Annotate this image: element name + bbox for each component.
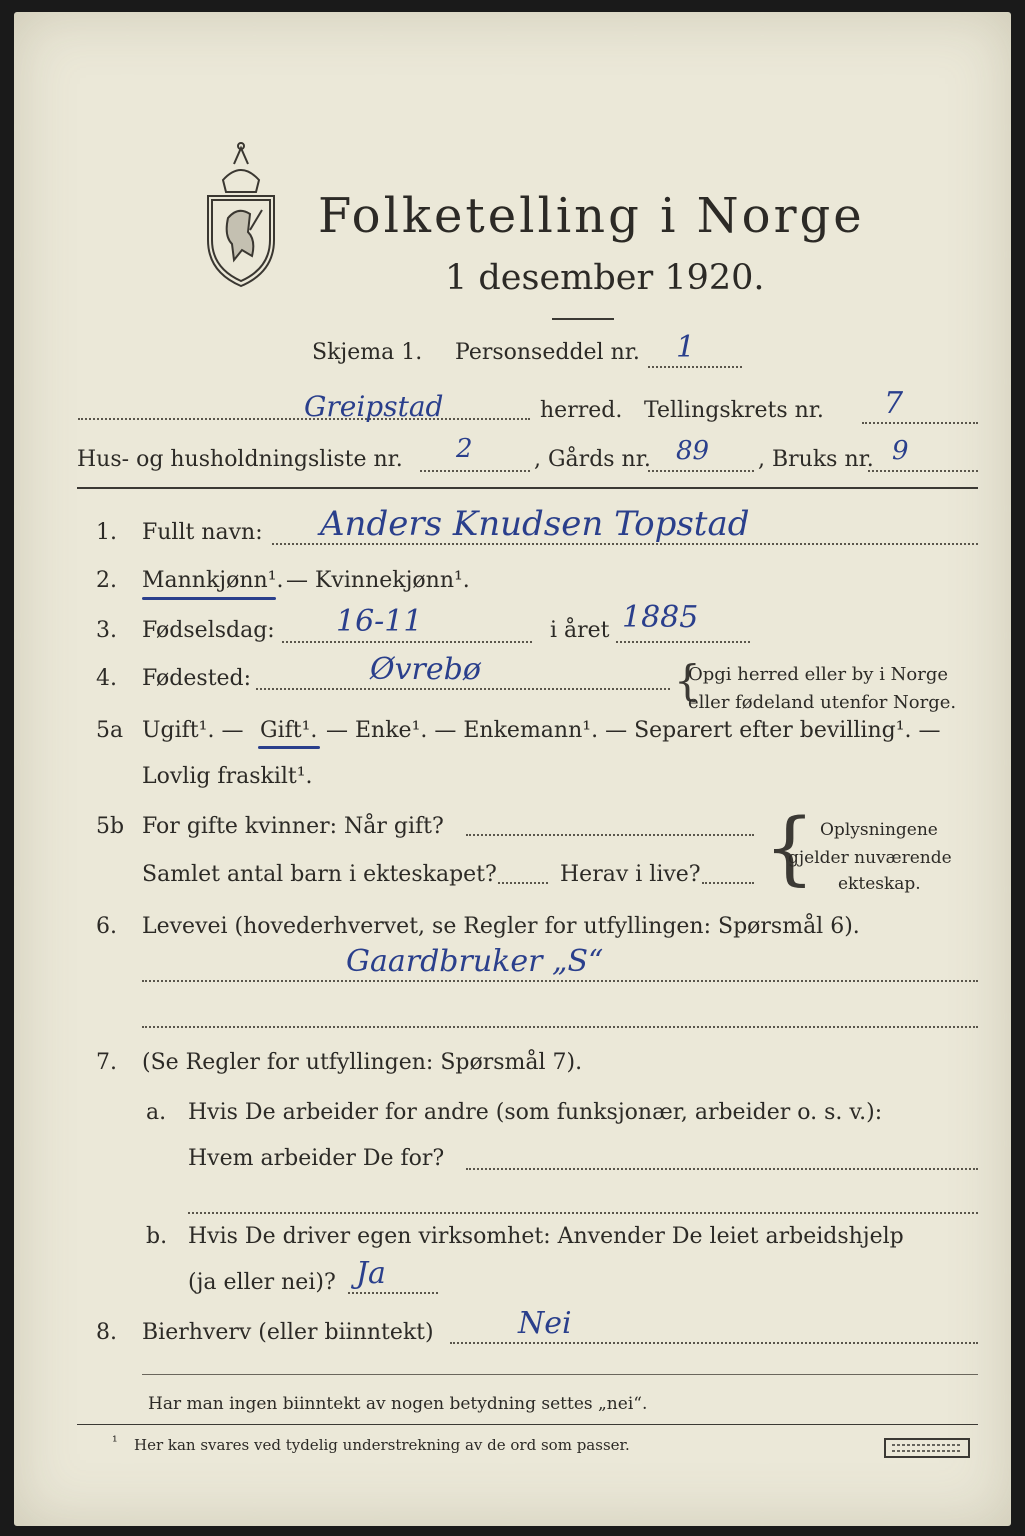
gift-underline — [258, 746, 320, 749]
q7-number: 7. — [96, 1050, 117, 1075]
gards-label: , Gårds nr. — [534, 447, 651, 472]
side-income-value[interactable]: Nei — [518, 1306, 572, 1341]
q5b-note-2: gjelder nuværende — [788, 848, 952, 868]
marital-fraskilt-option[interactable]: Lovlig fraskilt¹. — [142, 764, 313, 789]
birthplace-note-1: Opgi herred eller by i Norge — [688, 664, 949, 685]
tellingskrets-value[interactable]: 7 — [884, 386, 904, 421]
header-rule — [77, 487, 978, 489]
printer-stamp-icon — [884, 1438, 970, 1458]
q7b-label: Hvis De driver egen virksomhet: Anvender De leiet arbeidshjelp — [188, 1224, 904, 1249]
footnote-mark: ¹ — [112, 1434, 118, 1450]
title-divider — [552, 318, 614, 320]
q5b-note-3: ekteskap. — [838, 874, 921, 894]
q7b-number: b. — [146, 1224, 168, 1249]
q8-label: Bierhverv (eller biinntekt) — [142, 1320, 434, 1345]
q5b-note-1: Oplysningene — [820, 820, 938, 840]
norway-coat-of-arms-icon — [198, 140, 284, 290]
skjema-label: Skjema 1. — [312, 340, 423, 365]
q7a-number: a. — [146, 1100, 167, 1125]
birth-year-value[interactable]: 1885 — [622, 600, 699, 635]
hus-label: Hus- og husholdningsliste nr. — [77, 447, 403, 472]
birthplace-value[interactable]: Øvrebø — [370, 652, 481, 687]
sex-male-option[interactable]: Mannkjønn¹. — [142, 568, 284, 593]
q5b-alive-label: Herav i live? — [560, 862, 701, 887]
male-underline — [142, 597, 276, 600]
bruks-label: , Bruks nr. — [758, 447, 874, 472]
footnote-text: Her kan svares ved tydelig understrekning av de ord som passer. — [134, 1436, 630, 1454]
q3-label: Fødselsdag: — [142, 618, 275, 643]
q7a-label: Hvis De arbeider for andre (som funksjonær, arbeider o. s. v.): — [188, 1100, 883, 1125]
q5b-label: For gifte kvinner: Når gift? — [142, 814, 444, 839]
footer-note: Har man ingen biinntekt av nogen betydning settes „nei“. — [148, 1394, 648, 1414]
q4-number: 4. — [96, 666, 117, 691]
q5a-number: 5a — [96, 718, 124, 743]
herred-value[interactable]: Greipstad — [304, 390, 444, 423]
q3-number: 3. — [96, 618, 117, 643]
full-name-value[interactable]: Anders Knudsen Topstad — [320, 504, 750, 544]
footer-divider — [142, 1374, 978, 1375]
q7b-yesno-label: (ja eller nei)? — [188, 1270, 336, 1295]
birth-year-label: i året — [550, 618, 610, 643]
herred-label: herred. — [540, 398, 623, 423]
marital-gift-option[interactable]: Gift¹. — [260, 718, 318, 743]
personseddel-value[interactable]: 1 — [676, 330, 696, 365]
tellingskrets-label: Tellingskrets nr. — [644, 398, 824, 423]
q2-number: 2. — [96, 568, 117, 593]
census-date: 1 desember 1920. — [445, 258, 765, 298]
q1-number: 1. — [96, 520, 117, 545]
q7-label: (Se Regler for utfyllingen: Spørsmål 7). — [142, 1050, 583, 1075]
form-title: Folketelling i Norge — [318, 188, 865, 244]
marital-ugift-option[interactable]: Ugift¹. — — [142, 718, 244, 743]
q5b-number: 5b — [96, 814, 125, 839]
q5b-children-label: Samlet antal barn i ekteskapet? — [142, 862, 497, 887]
hus-value[interactable]: 2 — [456, 434, 473, 464]
sex-female-option[interactable]: — Kvinnekjønn¹. — [286, 568, 470, 593]
q7a-employer-label: Hvem arbeider De for? — [188, 1146, 445, 1171]
birthday-value[interactable]: 16-11 — [336, 604, 423, 639]
marital-other-options[interactable]: — Enke¹. — Enkemann¹. — Separert efter bevilling¹. — — [326, 718, 941, 743]
gards-value[interactable]: 89 — [676, 436, 710, 466]
q6-number: 6. — [96, 914, 117, 939]
q8-number: 8. — [96, 1320, 117, 1345]
bruks-value[interactable]: 9 — [892, 436, 909, 466]
hired-help-value[interactable]: Ja — [356, 1256, 386, 1291]
occupation-value[interactable]: Gaardbruker „S“ — [346, 944, 604, 979]
q1-label: Fullt navn: — [142, 520, 263, 545]
q4-label: Fødested: — [142, 666, 252, 691]
birthplace-note-2: eller fødeland utenfor Norge. — [688, 692, 957, 713]
personseddel-label: Personseddel nr. — [455, 340, 640, 365]
q6-label: Levevei (hovederhvervet, se Regler for utfyllingen: Spørsmål 6). — [142, 914, 860, 939]
